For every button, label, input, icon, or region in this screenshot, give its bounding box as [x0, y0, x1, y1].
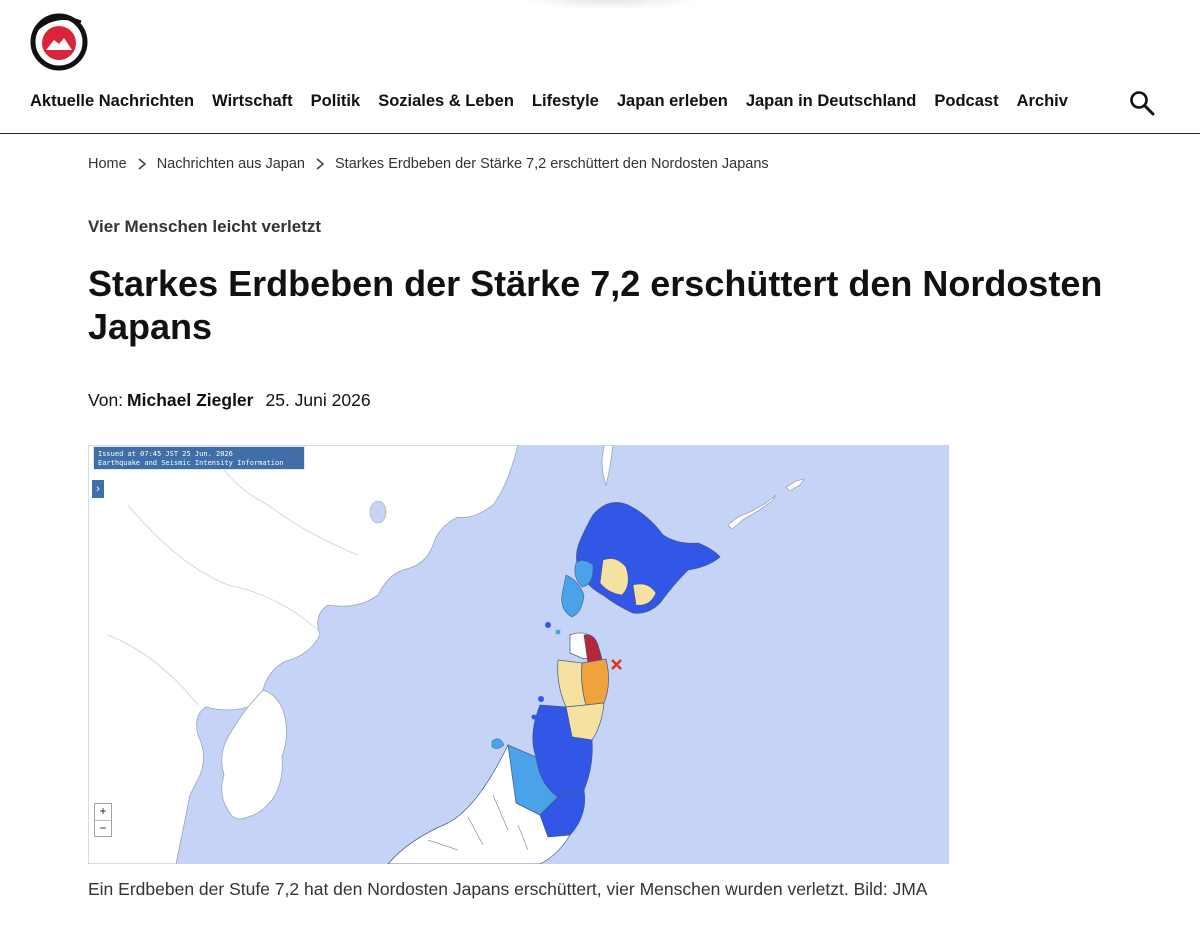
map-canvas: [88, 445, 949, 864]
side-panel-toggle[interactable]: ›: [92, 480, 104, 498]
mainland-lake: [370, 501, 386, 523]
nav-item-japan-erleben[interactable]: Japan erleben: [616, 92, 728, 110]
nav-item-archiv[interactable]: Archiv: [1016, 92, 1068, 110]
byline-label: Von:: [88, 390, 124, 410]
site-logo[interactable]: [26, 8, 92, 74]
article-title: Starkes Erdbeben der Stärke 7,2 erschüttert den Nordosten Japans: [88, 263, 1103, 348]
nav-item-politik[interactable]: Politik: [310, 92, 361, 110]
sado-island: [492, 739, 504, 749]
author-link[interactable]: Michael Ziegler: [127, 390, 254, 410]
nav-item-lifestyle[interactable]: Lifestyle: [531, 92, 599, 110]
island-tobishima: [538, 696, 544, 702]
issued-line1: Issued at 07:45 JST 25 Jun. 2026: [98, 450, 233, 458]
zoom-in-button[interactable]: +: [95, 804, 111, 821]
nav-item-wirtschaft[interactable]: Wirtschaft: [212, 92, 293, 110]
nav-item-podcast[interactable]: Podcast: [934, 92, 999, 110]
search-icon[interactable]: [1128, 89, 1156, 117]
issued-info-panel[interactable]: [93, 446, 305, 476]
breadcrumb-home[interactable]: Home: [88, 156, 127, 172]
chevron-right-icon: [314, 157, 326, 171]
nav-item-soziales-leben[interactable]: Soziales & Leben: [378, 92, 514, 110]
chevron-right-icon: [136, 157, 148, 171]
article-byline: [88, 390, 371, 411]
nav-item-japan-in-deutschland[interactable]: Japan in Deutschland: [745, 92, 917, 110]
article-date: 25. Juni 2026: [265, 390, 371, 410]
high-intensity-zone: [582, 659, 609, 705]
max-intensity-zone: [584, 635, 602, 663]
kuril-islands-north: [786, 479, 804, 491]
issued-line2: Earthquake and Seismic Intensity Information part 2: [98, 459, 284, 476]
kuril-islands: [728, 495, 776, 529]
breadcrumb: [88, 156, 769, 172]
mid-intensity-zone-west: [558, 660, 586, 707]
breadcrumb-current: Starkes Erdbeben der Stärke 7,2 erschüttert den Nordosten Japans: [335, 156, 769, 172]
island-awashima: [532, 715, 537, 720]
map-zoom-control: [94, 803, 112, 837]
zoom-out-button[interactable]: −: [99, 821, 107, 835]
mainland-landmass: [88, 445, 518, 864]
logo-icon: [26, 8, 92, 74]
breadcrumb-section[interactable]: Nachrichten aus Japan: [156, 156, 306, 172]
earthquake-intensity-map: [88, 445, 949, 864]
top-shadow: [520, 0, 700, 10]
figure-caption: Ein Erdbeben der Stufe 7,2 hat den Nordosten Japans erschüttert, vier Menschen wurden verletzt. Bild: JMA: [88, 879, 928, 899]
island-small: [556, 630, 561, 635]
main-navigation: [0, 80, 1200, 134]
sakhalin-island: [602, 445, 613, 485]
article-kicker: Vier Menschen leicht verletzt: [88, 217, 322, 236]
island-okushiri: [545, 622, 551, 628]
nav-item-aktuelle-nachrichten[interactable]: Aktuelle Nachrichten: [30, 92, 195, 110]
epicenter-marker: [612, 660, 621, 669]
